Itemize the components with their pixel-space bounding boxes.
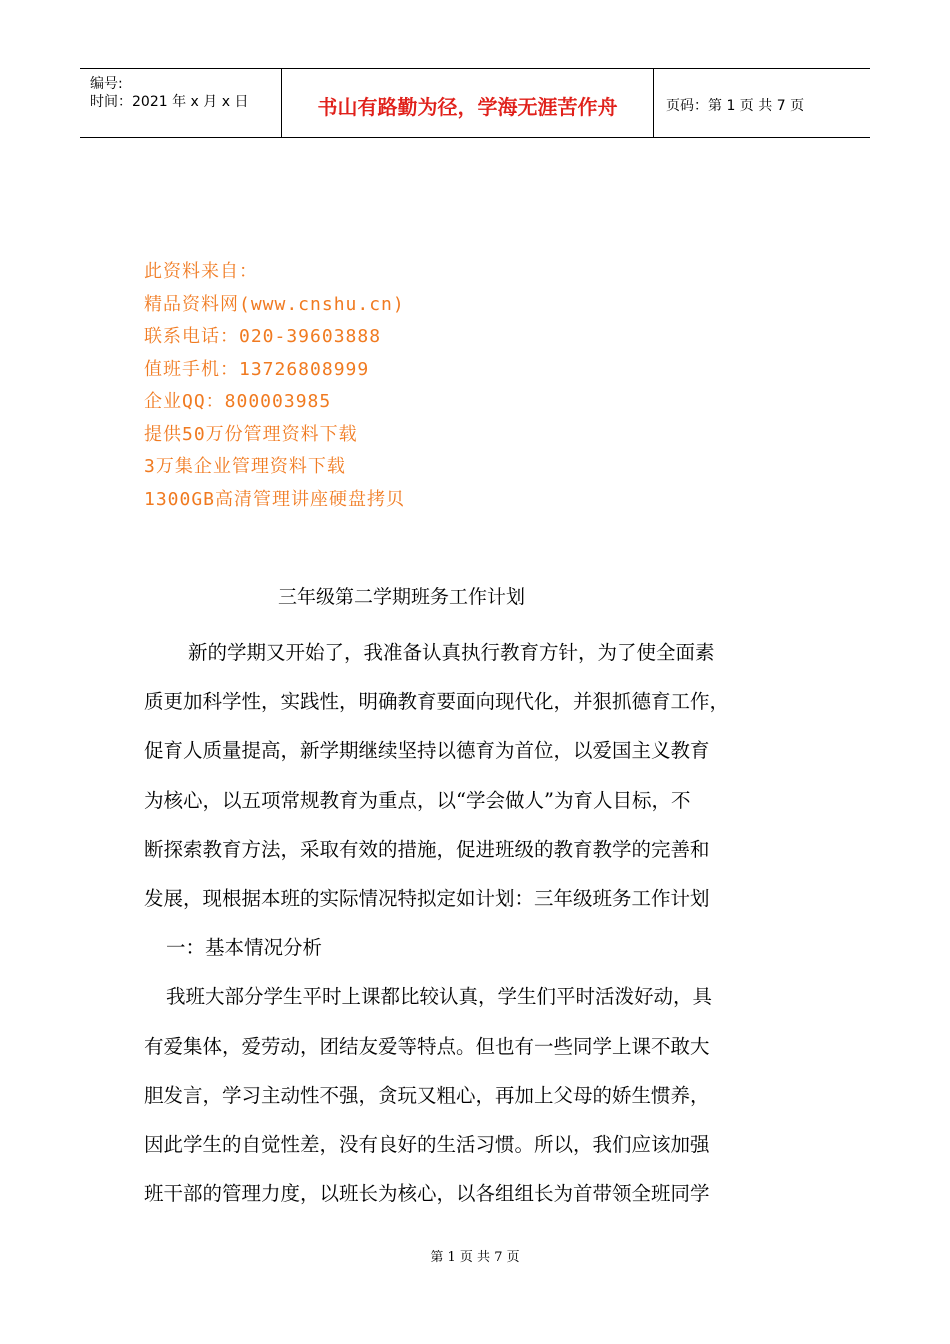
document-date-label: 时间：2021 年 x 月 x 日 [90, 94, 249, 110]
page-header [80, 68, 870, 138]
source-ad-block [144, 256, 405, 516]
ad-line-qq: 企业QQ：800003985 [144, 391, 332, 412]
paragraph-line: 质更加科学性，实践性，明确教育要面向现代化，并狠抓德育工作， [144, 690, 730, 714]
page-footer: 第 1 页 共 7 页 [430, 1250, 520, 1265]
paragraph-line: 胆发言，学习主动性不强，贪玩又粗心，再加上父母的娇生惯养， [144, 1083, 710, 1107]
paragraph-line: 促育人质量提高，新学期继续坚持以德育为首位，以爱国主义教育 [144, 739, 710, 763]
ad-line-offer-2: 3万集企业管理资料下载 [144, 456, 346, 477]
header-slogan-cell [282, 69, 654, 137]
ad-line-mobile: 值班手机：13726808999 [144, 358, 370, 380]
paragraph-line: 班干部的管理力度，以班长为核心，以各组组长为首带领全班同学 [144, 1182, 710, 1206]
ad-line-offer-1: 提供50万份管理资料下载 [144, 423, 358, 445]
ad-line-offer-3: 1300GB高清管理讲座硬盘拷贝 [144, 488, 406, 510]
section-heading: 一：基本情况分析 [166, 936, 323, 960]
document-body [144, 628, 804, 1218]
ad-line-phone: 联系电话：020-39603888 [144, 326, 382, 347]
header-page-info: 页码：第 1 页 共 7 页 [666, 98, 805, 114]
header-meta-cell [80, 69, 282, 137]
ad-line-website: 精品资料网(www.cnshu.cn) [144, 293, 405, 315]
paragraph-line: 有爱集体，爱劳动，团结友爱等特点。但也有一些同学上课不敢大 [144, 1034, 710, 1058]
ad-line-source: 此资料来自： [144, 261, 258, 282]
header-page-cell [654, 69, 870, 137]
paragraph-line: 发展，现根据本班的实际情况特拟定如计划：三年级班务工作计划 [144, 886, 710, 910]
paragraph-line: 为核心，以五项常规教育为重点，以“学会做人”为育人目标，不 [144, 788, 691, 812]
paragraph-line: 因此学生的自觉性差，没有良好的生活习惯。所以，我们应该加强 [144, 1132, 710, 1156]
paragraph-line: 我班大部分学生平时上课都比较认真，学生们平时活泼好动，具 [166, 985, 713, 1009]
paragraph-line: 断探索教育方法，采取有效的措施，促进班级的教育教学的完善和 [144, 837, 710, 861]
document-number-label: 编号: [90, 76, 123, 92]
paragraph-line: 新的学期又开始了，我准备认真执行教育方针，为了使全面素 [188, 641, 715, 664]
document-title: 三年级第二学期班务工作计划 [278, 586, 526, 608]
header-slogan: 书山有路勤为径，学海无涯苦作舟 [317, 95, 618, 119]
